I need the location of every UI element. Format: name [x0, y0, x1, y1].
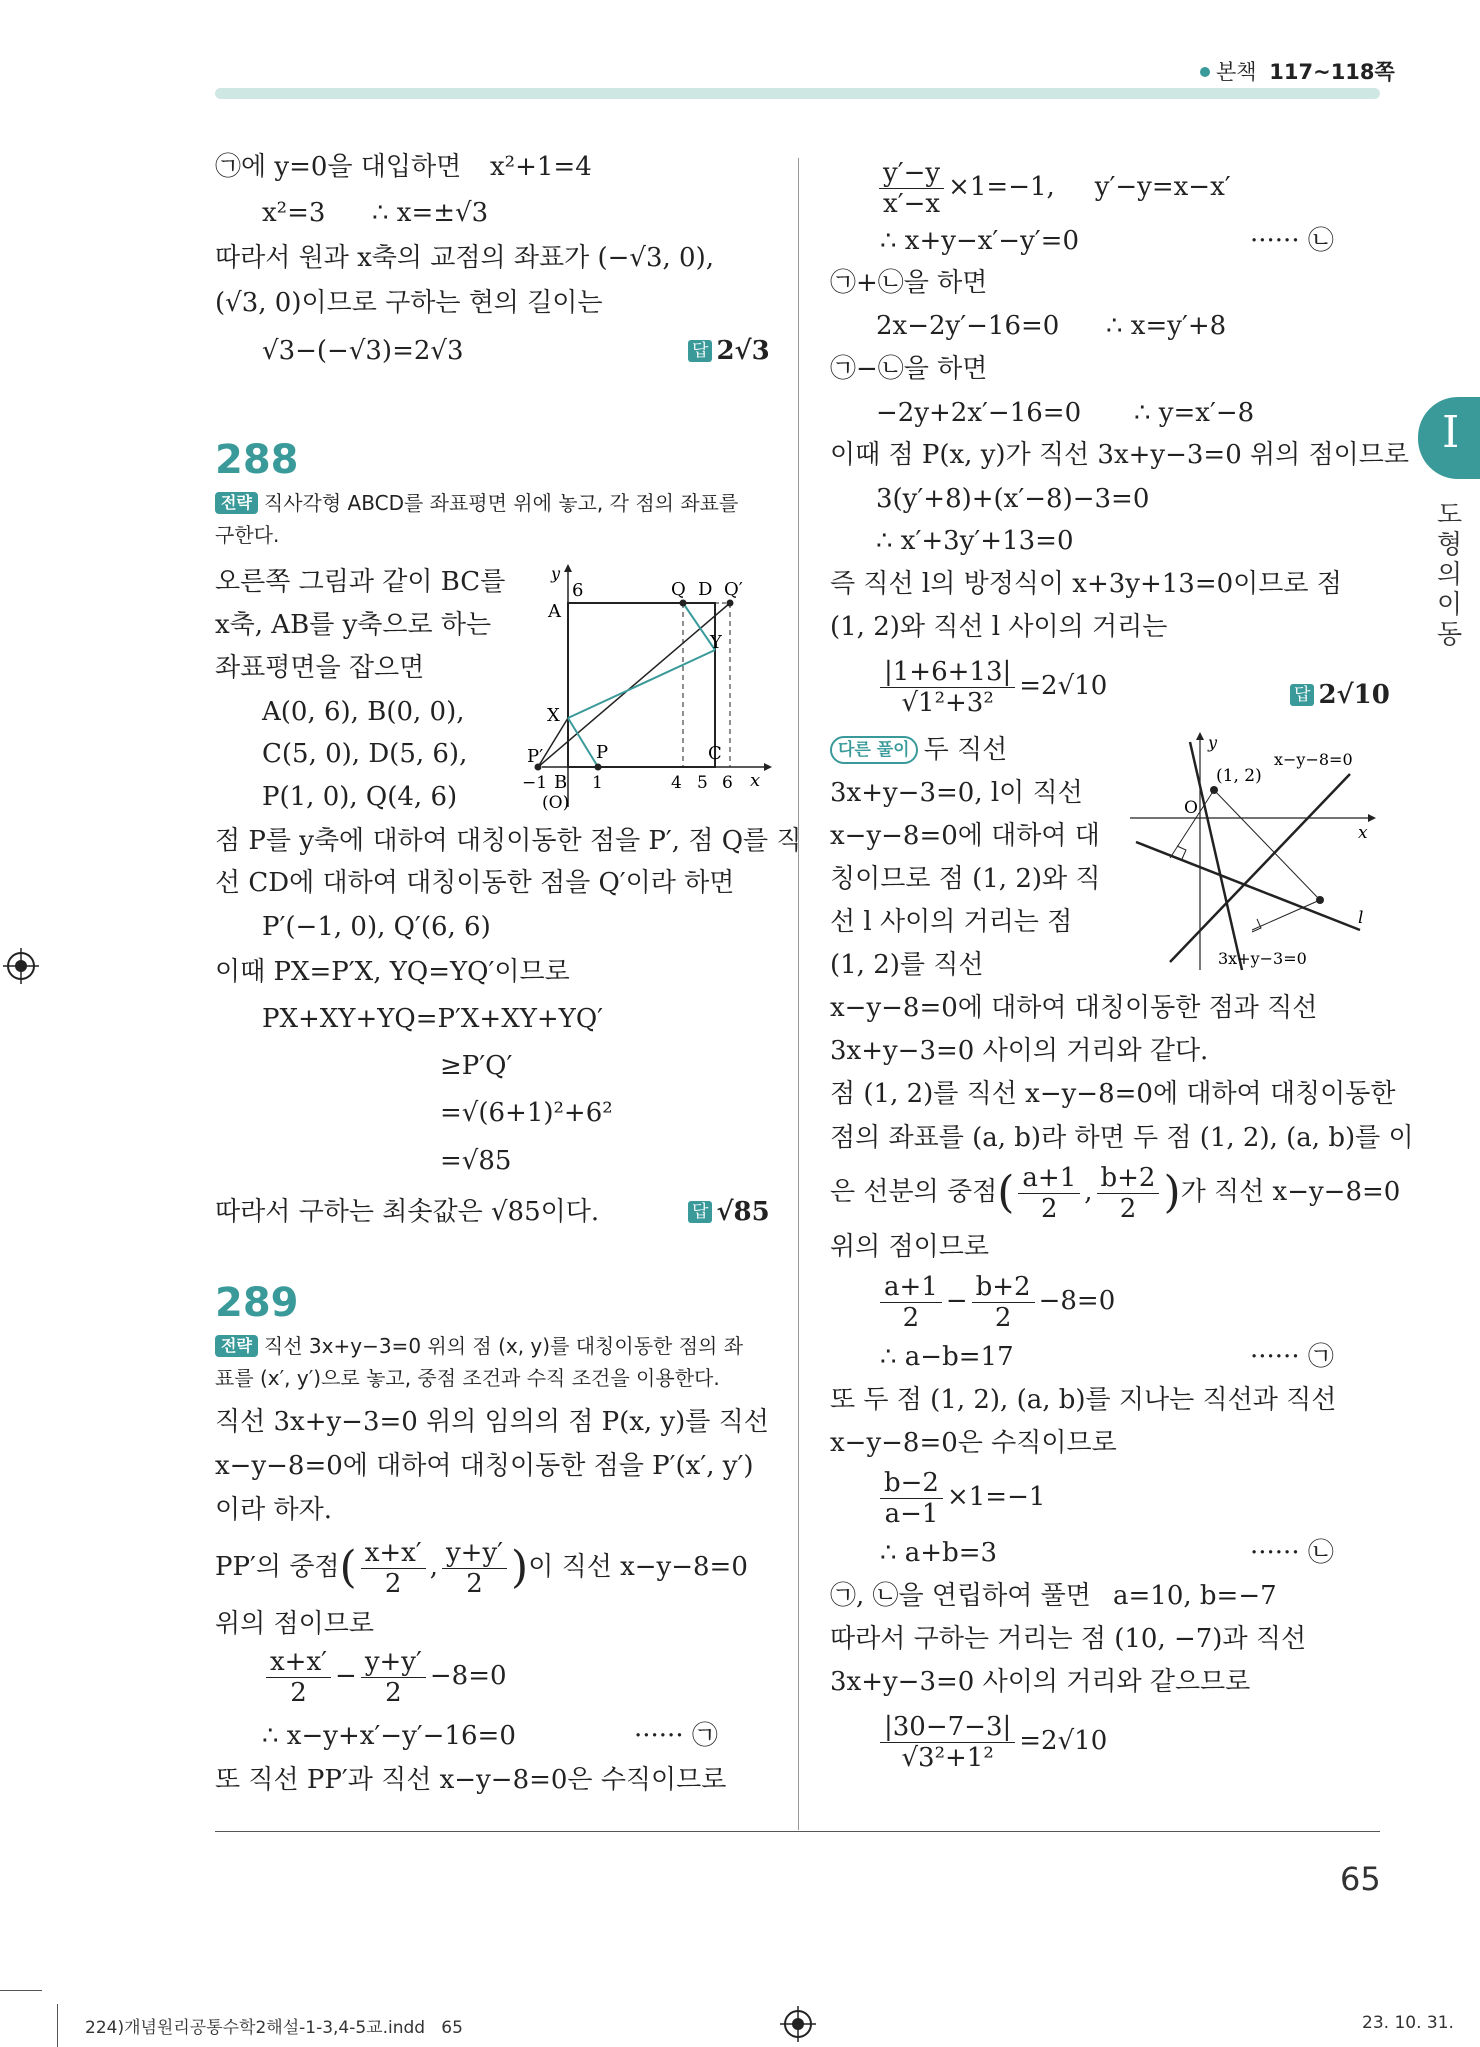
left-l1: ㉠에 y=0을 대입하면 x²+1=4	[215, 152, 592, 182]
fig288-X: X	[547, 705, 560, 726]
footer-rule-left	[0, 1990, 42, 1991]
chapter-tab-roman: I	[1442, 407, 1460, 458]
r6: −2y+2x′−16=0 ∴ y=x′−8	[876, 398, 1255, 428]
problem-number-288: 288	[215, 437, 299, 483]
fig288-six2: 6	[722, 773, 733, 793]
p288-t15: 따라서 구하는 최솟값은 √85이다.	[215, 1197, 600, 1227]
fig288-six: 6	[572, 580, 584, 601]
footer-date: 23. 10. 31.	[1362, 2013, 1454, 2033]
left-l3: 따라서 원과 x축의 교점의 좌표가 (−√3, 0),	[215, 243, 715, 273]
alt-a14: ∴ a−b=17 ······ ㉠	[880, 1342, 1334, 1372]
fig288-A: A	[548, 601, 561, 622]
p288-t1: 오른쪽 그림과 같이 BC를	[215, 567, 506, 597]
alt-a18: ∴ a+b=3 ······ ㉡	[880, 1538, 1334, 1568]
fig288-D: D	[698, 579, 713, 600]
fig288-one: 1	[592, 773, 603, 793]
r2: ∴ x+y−x′−y′=0 ······ ㉡	[880, 226, 1334, 256]
p289-t7: ∴ x−y+x′−y′−16=0 ······ ㉠	[262, 1721, 718, 1751]
p288-t3: 좌표평면을 잡으면	[215, 653, 425, 683]
alt-a19: ㉠, ㉡을 연립하여 풀면 a=10, b=−7	[830, 1581, 1277, 1611]
r8: 3(y′+8)+(x′−8)−3=0	[876, 484, 1150, 514]
header-rule	[215, 88, 1380, 99]
fig288-O: (O)	[542, 793, 570, 812]
alt-a10: 점의 좌표를 (a, b)라 하면 두 점 (1, 2), (a, b)를 이	[830, 1123, 1414, 1153]
fig288-C: C	[708, 743, 722, 764]
fig288-five: 5	[697, 773, 708, 793]
alt-a9: 점 (1, 2)를 직선 x−y−8=0에 대하여 대칭이동한	[830, 1079, 1396, 1109]
p288-t12: ≥P′Q′	[440, 1051, 513, 1081]
header-pages: 117~118쪽	[1269, 60, 1395, 84]
left-l2: x²=3 ∴ x=±√3	[262, 198, 489, 228]
p288-t8: 선 CD에 대하여 대칭이동한 점을 Q′이라 하면	[215, 868, 735, 898]
bullet-dot-icon	[1200, 67, 1210, 77]
bottom-rule	[215, 1831, 1380, 1832]
fig288-Q: Q	[671, 579, 686, 600]
p288-t11: PX+XY+YQ=P′X+XY+YQ′	[262, 1004, 604, 1034]
r7: 이때 점 P(x, y)가 직선 3x+y−3=0 위의 점이므로	[830, 440, 1409, 470]
figure-line-reflection	[1130, 730, 1385, 975]
header-chapter-ref	[1200, 56, 1395, 86]
fig288-m1: −1	[522, 773, 548, 793]
answer-root85: 답 √85	[688, 1195, 770, 1229]
fig288-four: 4	[671, 773, 682, 793]
p288-t9: P′(−1, 0), Q′(6, 6)	[262, 912, 491, 942]
alt-a1: 다른 풀이 두 직선	[830, 733, 1007, 767]
footer-file: 224)개념원리공통수학2해설-1-3,4-5교.indd 65	[85, 2018, 463, 2038]
chapter-tab-label: 도형의 이동	[1437, 500, 1463, 650]
fig288-y-label: y	[551, 564, 561, 583]
fig288-Qp: Q′	[724, 579, 743, 600]
figalt-line2: 3x+y−3=0	[1218, 949, 1307, 968]
p288-t4: A(0, 6), B(0, 0),	[262, 697, 465, 727]
r4: 2x−2y′−16=0 ∴ x=y′+8	[876, 311, 1227, 341]
fig288-Pp: P′	[527, 746, 544, 767]
p288-t10: 이때 PX=P′X, YQ=YQ′이므로	[215, 957, 570, 987]
footer-tick	[57, 2004, 58, 2047]
p289-t6: $\frac{x+x'}{2}$ − $\frac{y+y'}{2}$ −8=0	[262, 1645, 507, 1708]
left-l5: √3−(−√3)=2√3	[262, 336, 464, 366]
alt-a6: (1, 2)를 직선	[830, 950, 984, 980]
alt-a4: 칭이므로 점 (1, 2)와 직	[830, 864, 1101, 894]
answer-2root10: 답 2√10	[1290, 678, 1390, 712]
alt-a20: 따라서 구하는 거리는 점 (10, −7)과 직선	[830, 1624, 1307, 1654]
header-label: 본책	[1216, 60, 1257, 84]
page-number: 65	[1340, 1860, 1381, 1898]
p288-t6: P(1, 0), Q(4, 6)	[262, 782, 458, 812]
fig288-B: B	[554, 772, 568, 793]
left-l4: (√3, 0)이므로 구하는 현의 길이는	[215, 288, 603, 318]
figalt-y-label: y	[1208, 733, 1218, 752]
alt-a17: $\frac{b-2}{a-1}$ ×1=−1	[876, 1466, 1045, 1529]
p289-t1: 직선 3x+y−3=0 위의 임의의 점 P(x, y)를 직선	[215, 1407, 769, 1437]
p288-t2: x축, AB를 y축으로 하는	[215, 610, 492, 640]
problem-number-289: 289	[215, 1280, 299, 1326]
column-divider	[798, 158, 799, 1830]
alt-a8: 3x+y−3=0 사이의 거리와 같다.	[830, 1036, 1209, 1066]
answer-2root3: 답 2√3	[688, 334, 770, 368]
p289-t5: 위의 점이므로	[215, 1609, 374, 1639]
p289-t2: x−y−8=0에 대하여 대칭이동한 점을 P′(x′, y′)	[215, 1451, 754, 1481]
r11: (1, 2)와 직선 l 사이의 거리는	[830, 612, 1168, 642]
figalt-O: O	[1184, 798, 1198, 818]
alt-a5: 선 l 사이의 거리는 점	[830, 907, 1073, 937]
registration-mark-icon	[780, 2006, 816, 2042]
alt-a3: x−y−8=0에 대하여 대	[830, 821, 1100, 851]
p288-t14: =√85	[440, 1146, 512, 1176]
alt-a2: 3x+y−3=0, l이 직선	[830, 778, 1083, 808]
figalt-line1: x−y−8=0	[1274, 750, 1353, 769]
r12: $\frac{|1+6+13|}{\text{√1²+3²}}$ =2√10	[876, 655, 1107, 718]
figalt-l: l	[1358, 908, 1364, 928]
alt-a12: 위의 점이므로	[830, 1232, 989, 1262]
r5: ㉠−㉡을 하면	[830, 354, 988, 384]
alt-a22: $\frac{|30-7-3|}{\text{√3²+1²}}$ =2√10	[876, 1710, 1107, 1773]
p289-t3: 이라 하자.	[215, 1495, 332, 1525]
alt-a21: 3x+y−3=0 사이의 거리와 같으므로	[830, 1667, 1251, 1697]
fig288-Y: Y	[710, 632, 722, 653]
alt-a7: x−y−8=0에 대하여 대칭이동한 점과 직선	[830, 993, 1318, 1023]
figure-rectangle-reflection	[512, 562, 774, 812]
r3: ㉠+㉡을 하면	[830, 268, 988, 298]
p289-t8: 또 직선 PP′과 직선 x−y−8=0은 수직이므로	[215, 1765, 727, 1795]
alt-a13: $\frac{a+1}{2}$ − $\frac{b+2}{2}$ −8=0	[876, 1270, 1115, 1333]
alt-a16: x−y−8=0은 수직이므로	[830, 1428, 1117, 1458]
chapter-tab	[1418, 397, 1480, 479]
registration-mark-icon	[3, 948, 39, 984]
hint-288: 전략 직사각형 ABCD를 좌표평면 위에 놓고, 각 점의 좌표를 구한다.	[215, 491, 739, 547]
r10: 즉 직선 l의 방정식이 x+3y+13=0이므로 점	[830, 569, 1342, 599]
r1: $\frac{y'-y}{x'-x}$ ×1=−1, y′−y=x−x′	[875, 156, 1231, 219]
p288-t5: C(5, 0), D(5, 6),	[262, 739, 468, 769]
p289-t4: PP′의 중점( $\frac{x+x'}{2}$ , $\frac{y+y'}{2}$ )이 직선 x−y−8=0	[215, 1537, 748, 1599]
p288-t13: =√(6+1)²+6²	[440, 1098, 613, 1128]
alt-a15: 또 두 점 (1, 2), (a, b)를 지나는 직선과 직선	[830, 1385, 1337, 1415]
p288-t7: 점 P를 y축에 대하여 대칭이동한 점을 P′, 점 Q를 직	[215, 826, 802, 856]
r9: ∴ x′+3y′+13=0	[876, 526, 1074, 556]
figalt-x-label: x	[1358, 823, 1368, 843]
alt-a11: 은 선분의 중점( $\frac{a+1}{2}$ , $\frac{b+2}{2}$ )가 직선 x−y−8=0	[830, 1162, 1401, 1224]
hint-289: 전략 직선 3x+y−3=0 위의 점 (x, y)를 대칭이동한 점의 좌 표를 (x′, y′)으로 놓고, 중점 조건과 수직 조건을 이용한다.	[215, 1334, 744, 1390]
fig288-P: P	[596, 742, 609, 763]
fig288-x-label: x	[750, 770, 761, 791]
figalt-point: (1, 2)	[1216, 766, 1262, 786]
